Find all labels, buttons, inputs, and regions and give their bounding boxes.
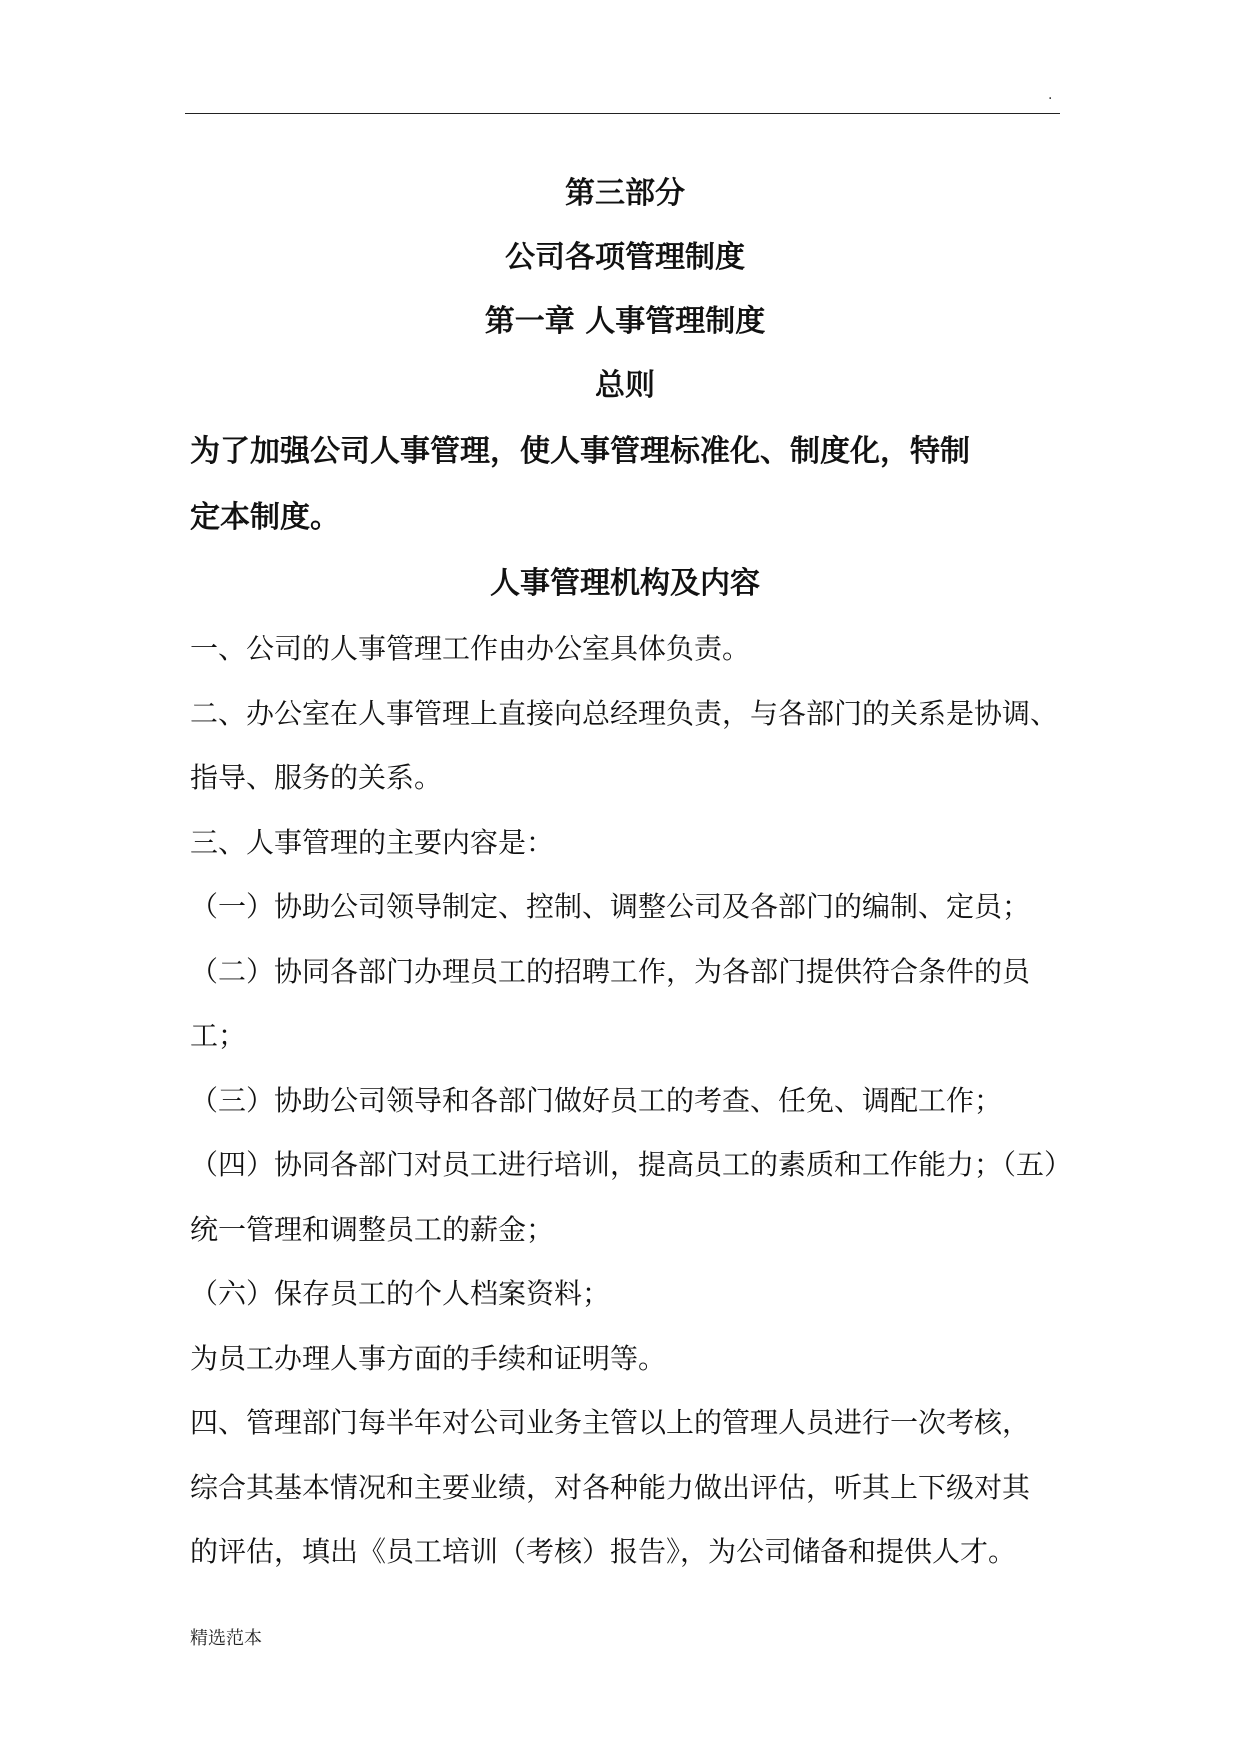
paragraph-line: 三、人事管理的主要内容是： [190,825,555,859]
chapter-heading: 第一章 人事管理制度 [484,304,766,339]
paragraph-item-1 [190,617,1060,682]
paragraph-line: （六）保存员工的个人档案资料； [190,1277,611,1310]
footer-label: 精选范本 [190,1628,262,1649]
paragraph-line: 二、办公室在人事管理上直接向总经理负责，与各部门的关系是协调、 [190,696,1059,730]
intro-line: 定本制度。 [190,500,340,535]
paragraph-line: 的评估，填出《员工培训（考核）报告》，为公司储备和提供人才。 [190,1535,1017,1568]
paragraph-subitem-4 [190,1133,1073,1262]
paragraph-procedures [190,1327,1060,1392]
paragraph-line: （三）协助公司领导和各部门做好员工的考查、任免、调配工作； [190,1083,1003,1117]
paragraph-subitem-2 [190,940,1060,1069]
paragraph-line: 综合其基本情况和主要业绩，对各种能力做出评估，听其上下级对其 [190,1470,1031,1504]
paragraph-line: 为员工办理人事方面的手续和证明等。 [190,1341,667,1375]
paragraph-line: （四）协同各部门对员工进行培训，提高员工的素质和工作能力；（五） [190,1148,1073,1181]
paragraph-subitem-6 [190,1262,1060,1327]
paragraph-line: 一、公司的人事管理工作由办公室具体负责。 [190,632,751,665]
paragraph-subitem-1 [190,875,1060,940]
header-rule [185,113,1060,114]
document-title: 公司各项管理制度 [505,240,745,275]
paragraph-item-3 [190,811,1060,876]
paragraph-item-4 [190,1391,1060,1585]
general-heading: 总则 [595,368,655,403]
paragraph-line: 指导、服务的关系。 [190,761,443,794]
intro-line: 为了加强公司人事管理，使人事管理标准化、制度化，特制 [190,434,970,469]
paragraph-line: （二）协同各部门办理员工的招聘工作，为各部门提供符合条件的员 [190,954,1031,988]
paragraph-line: （一）协助公司领导制定、控制、调整公司及各部门的编制、定员； [190,890,1031,923]
paragraph-subitem-3 [190,1069,1060,1134]
paragraph-item-2 [190,682,1060,811]
intro-paragraph [190,419,1060,551]
paragraph-line: 统一管理和调整员工的薪金； [190,1212,555,1246]
document-body [190,162,1073,1585]
part-heading: 第三部分 [565,176,685,211]
paragraph-line: 四、管理部门每半年对公司业务主管以上的管理人员进行一次考核， [190,1406,1031,1439]
header-mark: . [1048,87,1053,103]
section-heading: 人事管理机构及内容 [490,566,760,601]
paragraph-line: 工； [190,1019,247,1052]
